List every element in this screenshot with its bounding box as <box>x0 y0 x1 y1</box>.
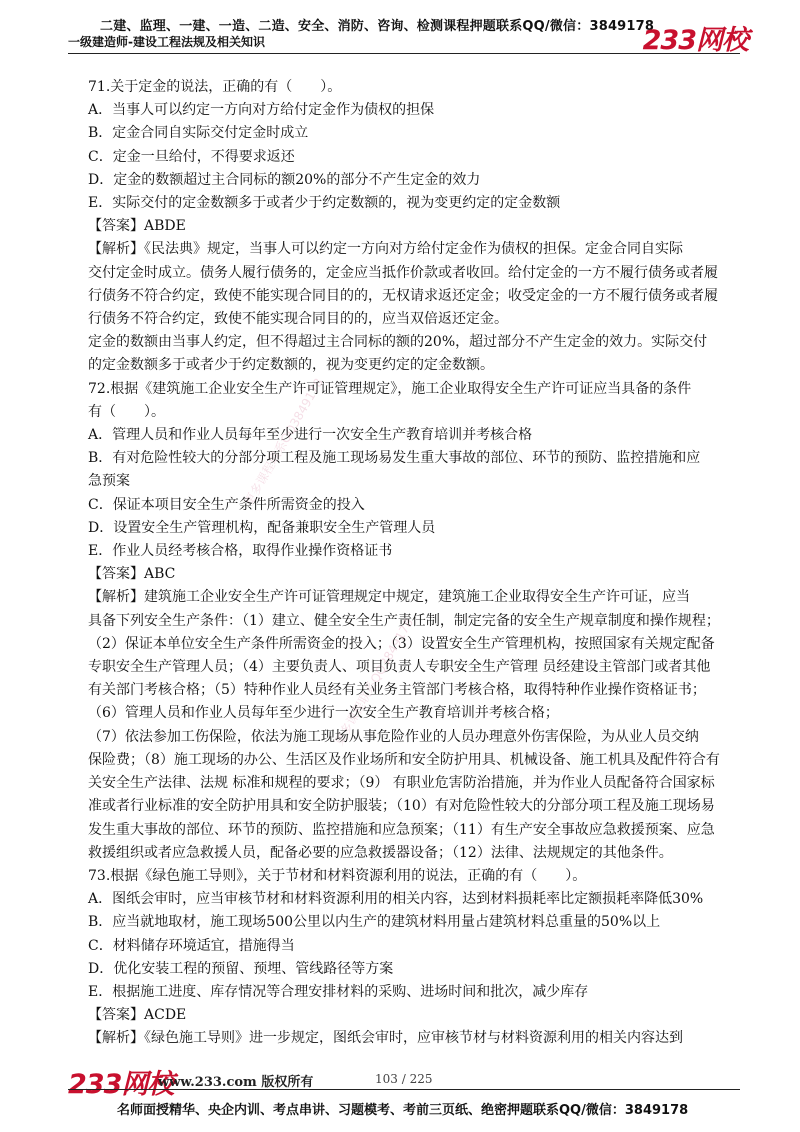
analysis-line: 准或者行业标准的安全防护用具和安全防护服装；（10）有对危险性较大的分部分项工程及施工现场易 <box>88 798 715 815</box>
analysis-line: 具备下列安全生产条件：（1）建立、健全安全生产责任制，制定完备的安全生产规章制度和操作规程； <box>88 612 720 629</box>
analysis-line: 救援组织或者应急救援人员，配备必要的应急救援器设备；（12）法律、法规规定的其他条件。 <box>88 844 673 861</box>
analysis-line: 【解析】建筑施工企业安全生产许可证管理规定中规定，建筑施工企业取得安全生产许可证，应当 <box>88 589 690 606</box>
analysis-line: 发生重大事故的部位、环节的预防、监控措施和应急预案；（11）有生产安全事故应急救援预案、应急 <box>88 821 715 838</box>
analysis-line: 行债务不符合约定，致使不能实现合同目的的，无权请求返还定金；收受定金的一方不履行债务或者履 <box>88 287 718 304</box>
analysis-line: 关安全生产法律、法规 标准和规程的要求；（9） 有职业危害防治措施，并为作业人员配备符合国家标 <box>88 775 715 792</box>
option: D．定金的数额超过主合同标的额20%的部分不产生定金的效力 <box>88 171 481 188</box>
copyright-text[interactable]: www.233.com 版权所有 <box>158 1075 314 1090</box>
option: A．管理人员和作业人员每年至少进行一次安全生产教育培训并考核合格 <box>88 427 533 444</box>
answer: 【答案】ABDE <box>88 218 186 235</box>
analysis-line: 有关部门考核合格；（5）特种作业人员经有关业务主管部门考核合格，取得特种作业操作资格证书； <box>88 682 706 699</box>
option: D．优化安装工程的预留、预埋、管线路径等方案 <box>88 960 394 977</box>
course-title: 一级建造师-建设工程法规及相关知识 <box>68 35 265 49</box>
option: C．定金一旦给付，不得要求返还 <box>88 148 295 165</box>
page-header <box>0 0 800 60</box>
footer-divider <box>68 1089 740 1090</box>
footer-ad-line: 名师面授精华、央企内训、考点串讲、习题模考、考前三页纸、绝密押题联系QQ/微信：3849178 <box>117 1103 689 1118</box>
watermark: 更多课程联系QQ3849178 <box>331 615 417 748</box>
analysis-line: 交付定金时成立。债务人履行债务的，定金应当抵作价款或者收回。给付定金的一方不履行债务或者履 <box>88 264 718 281</box>
analysis-line: （6）管理人员和作业人员每年至少进行一次安全生产教育培训并考核合格； <box>88 705 559 722</box>
brand-logo[interactable]: 233网校 <box>642 25 748 56</box>
option: B．有对危险性较大的分部分项工程及施工现场易发生重大事故的部位、环节的预防、监控措施和应 <box>88 450 701 467</box>
analysis-line: 保险费；（8）施工现场的办公、生活区及作业场所和安全防护用具、机械设备、施工机具及配件符合有 <box>88 751 720 768</box>
analysis-line: 定金的数额由当事人约定，但不得超过主合同标的额的20%，超过部分不产生定金的效力。实际交付 <box>88 334 708 351</box>
question-stem: 73.根据《绿色施工导则》，关于节材和材料资源利用的说法，正确的有（ ）。 <box>88 867 587 884</box>
footer-logo[interactable]: 233网校 <box>68 1069 174 1100</box>
watermark: 更多课程联系QQ3849178 <box>241 375 327 508</box>
answer: 【答案】ABC <box>88 566 176 583</box>
header-divider <box>68 53 740 54</box>
analysis-line: 专职安全生产管理人员；（4）主要负责人、项目负责人专职安全生产管理 员经建设主管部门或者其他 <box>88 659 711 676</box>
option: E．根据施工进度、库存情况等合理安排材料的采购、进场时间和批次，减少库存 <box>88 983 589 1000</box>
option: C．材料储存环境适宜，措施得当 <box>88 937 295 954</box>
question-stem: 72.根据《建筑施工企业安全生产许可证管理规定》，施工企业取得安全生产许可证应当具备的条件 <box>88 380 692 397</box>
document-body <box>88 76 744 1051</box>
option: B．定金合同自实际交付定金时成立 <box>88 125 309 142</box>
option: B．应当就地取材，施工现场500公里以内生产的建筑材料用量占建筑材料总重量的50%以上 <box>88 914 661 931</box>
option: E．实际交付的定金数额多于或者少于约定数额的，视为变更约定的定金数额 <box>88 195 561 212</box>
analysis-line: （2）保证本单位安全生产条件所需资金的投入；（3）设置安全生产管理机构，按照国家有关规定配备 <box>88 635 715 652</box>
analysis-line: 【解析】《绿色施工导则》进一步规定，图纸会审时，应审核节材与材料资源利用的相关内容达到 <box>88 1030 683 1047</box>
answer: 【答案】ACDE <box>88 1007 187 1024</box>
header-ad-line: 二建、监理、一建、一造、二造、安全、消防、咨询、检测课程押题联系QQ/微信：3849178 <box>100 19 655 34</box>
analysis-line: 的定金数额多于或者少于约定数额的，视为变更约定的定金数额。 <box>88 357 494 374</box>
analysis-line: 行债务不符合约定，致使不能实现合同目的的，应当双倍返还定金。 <box>88 311 508 328</box>
option: A．当事人可以约定一方向对方给付定金作为债权的担保 <box>88 102 435 119</box>
option: A．图纸会审时，应当审核节材和材料资源利用的相关内容，达到材料损耗率比定额损耗率降低30% <box>88 891 704 908</box>
question-stem: 有（ ）。 <box>88 403 165 420</box>
option: D．设置安全生产管理机构，配备兼职安全生产管理人员 <box>88 519 436 536</box>
page-number: 103 / 225 <box>375 1072 433 1086</box>
option: E．作业人员经考核合格，取得作业操作资格证书 <box>88 543 393 560</box>
option: C．保证本项目安全生产条件所需资金的投入 <box>88 496 365 513</box>
analysis-line: （7）依法参加工伤保险，依法为施工现场从事危险作业的人员办理意外伤害保险，为从业人员交纳 <box>88 728 699 745</box>
analysis-line: 【解析】《民法典》规定，当事人可以约定一方向对方给付定金作为债权的担保。定金合同自实际 <box>88 241 683 258</box>
question-stem: 71.关于定金的说法，正确的有（ ）。 <box>88 79 342 95</box>
option: 急预案 <box>88 473 130 490</box>
